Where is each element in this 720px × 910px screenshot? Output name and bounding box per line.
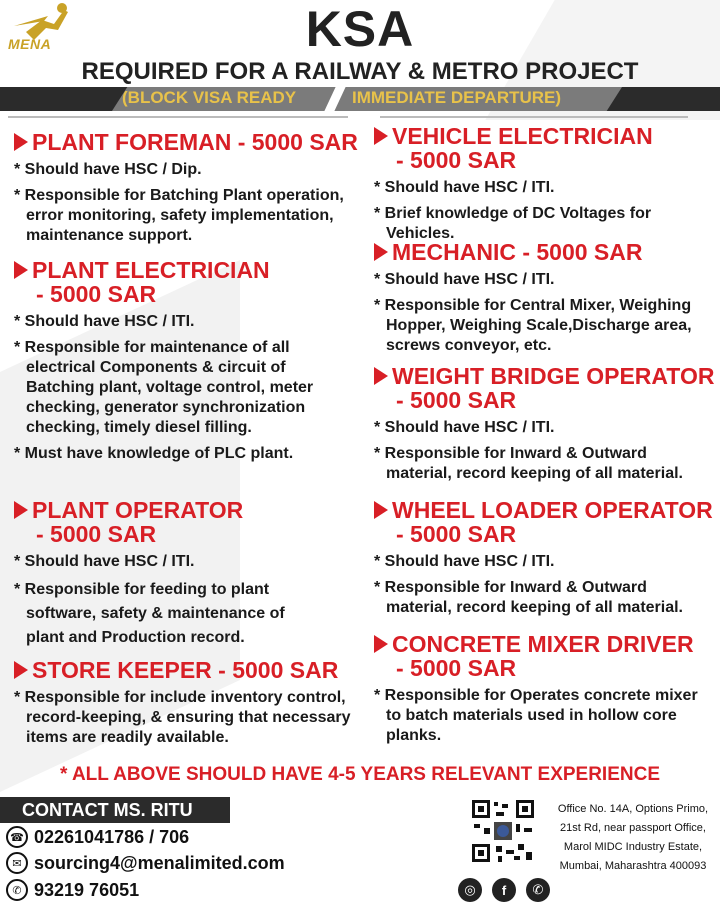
job-bullet: * Should have HSC / ITI. bbox=[374, 178, 714, 198]
whatsapp-icon: ✆ bbox=[6, 879, 28, 901]
address-line: 21st Rd, near passport Office, bbox=[560, 822, 706, 834]
contact-label: CONTACT MS. RITU bbox=[0, 797, 230, 823]
visa-banner bbox=[0, 87, 720, 111]
job-plant-electrician bbox=[14, 258, 344, 464]
job-bullet: * Should have HSC / ITI. bbox=[374, 552, 714, 572]
job-plant-foreman bbox=[14, 130, 364, 246]
job-bullet: * Responsible for maintenance of all electrical Components & circuit of Batching plant, voltage control, meter checking, generator synchronization checking, timely diesel filling. bbox=[14, 338, 344, 438]
job-title: PLANT FOREMAN - 5000 SAR bbox=[14, 130, 364, 154]
triangle-icon bbox=[374, 635, 388, 653]
job-bullet: * Responsible for Operates concrete mixer to batch materials used in hollow core planks. bbox=[374, 686, 714, 746]
job-store-keeper bbox=[14, 658, 359, 748]
job-salary: - 5000 SAR bbox=[36, 521, 157, 547]
divider bbox=[8, 116, 348, 118]
phone-icon: ☎ bbox=[6, 826, 28, 848]
address-line: Office No. 14A, Options Primo, bbox=[557, 803, 709, 815]
email-icon: ✉ bbox=[6, 852, 28, 874]
job-vehicle-electrician bbox=[374, 124, 714, 244]
job-bullet: * Responsible for Central Mixer, Weighing Hopper, Weighing Scale,Discharge area, screws conveyor, etc. bbox=[374, 296, 720, 356]
job-title: PLANT OPERATOR bbox=[14, 498, 324, 522]
job-plant-operator bbox=[14, 498, 324, 650]
whatsapp-social-icon[interactable]: ✆ bbox=[526, 878, 550, 902]
job-title: WEIGHT BRIDGE OPERATOR bbox=[374, 364, 714, 388]
triangle-icon bbox=[14, 261, 28, 279]
triangle-icon bbox=[374, 501, 388, 519]
triangle-icon bbox=[374, 243, 388, 261]
job-salary: - 5000 SAR bbox=[396, 387, 517, 413]
experience-note: * ALL ABOVE SHOULD HAVE 4-5 YEARS RELEVANT EXPERIENCE bbox=[59, 764, 660, 785]
page-subtitle: REQUIRED FOR A RAILWAY & METRO PROJECT bbox=[81, 58, 639, 85]
job-salary: - 5000 SAR bbox=[36, 281, 157, 307]
job-title: MECHANIC - 5000 SAR bbox=[374, 240, 720, 264]
job-weight-bridge-operator bbox=[374, 364, 714, 484]
logo-text: MENA bbox=[8, 36, 52, 52]
qr-code-icon[interactable] bbox=[470, 798, 536, 864]
job-bullet: * Responsible for feeding to plant software, safety & maintenance of plant and Production record. bbox=[14, 578, 324, 650]
triangle-icon bbox=[14, 501, 28, 519]
job-bullet: * Responsible for Inward & Outward material, record keeping of all material. bbox=[374, 578, 714, 618]
divider bbox=[380, 116, 688, 118]
banner-left-text: (BLOCK VISA READY bbox=[122, 88, 297, 107]
job-bullet: * Brief knowledge of DC Voltages for Vehicles. bbox=[374, 204, 714, 244]
job-title: VEHICLE ELECTRICIAN bbox=[374, 124, 714, 148]
phone-number[interactable]: 02261041786 / 706 bbox=[34, 826, 190, 847]
instagram-icon[interactable]: ◎ bbox=[458, 878, 482, 902]
address-line: Marol MIDC Industry Estate, bbox=[563, 841, 703, 853]
job-title: PLANT ELECTRICIAN bbox=[14, 258, 344, 282]
page-title: KSA bbox=[305, 1, 415, 57]
job-title: CONCRETE MIXER DRIVER bbox=[374, 632, 714, 656]
job-title: STORE KEEPER - 5000 SAR bbox=[14, 658, 359, 682]
job-bullet: * Should have HSC / Dip. bbox=[14, 160, 364, 180]
job-bullet: * Must have knowledge of PLC plant. bbox=[14, 444, 344, 464]
triangle-icon bbox=[374, 127, 388, 145]
office-address bbox=[548, 800, 718, 876]
job-salary: - 5000 SAR bbox=[396, 655, 517, 681]
job-concrete-mixer-driver bbox=[374, 632, 714, 746]
triangle-icon bbox=[14, 133, 28, 151]
job-bullet: * Should have HSC / ITI. bbox=[374, 270, 720, 290]
job-bullet: * Responsible for Batching Plant operation, error monitoring, safety implementation, maintenance support. bbox=[14, 186, 364, 246]
banner-right-text: IMMEDIATE DEPARTURE) bbox=[352, 88, 562, 107]
contact-whatsapp[interactable] bbox=[6, 879, 139, 901]
job-salary: - 5000 SAR bbox=[396, 521, 517, 547]
job-mechanic bbox=[374, 240, 720, 356]
address-line: Mumbai, Maharashtra 400093 bbox=[559, 860, 707, 872]
job-salary: - 5000 SAR bbox=[396, 147, 517, 173]
job-bullet: * Responsible for Inward & Outward material, record keeping of all material. bbox=[374, 444, 714, 484]
whatsapp-number[interactable]: 93219 76051 bbox=[34, 879, 140, 900]
job-bullet: * Should have HSC / ITI. bbox=[14, 552, 324, 572]
job-wheel-loader-operator bbox=[374, 498, 714, 618]
job-bullet: * Responsible for include inventory control, record-keeping, & ensuring that necessary items are readily available. bbox=[14, 688, 359, 748]
triangle-icon bbox=[14, 661, 28, 679]
job-bullet: * Should have HSC / ITI. bbox=[14, 312, 344, 332]
contact-phone[interactable] bbox=[6, 826, 189, 848]
triangle-icon bbox=[374, 367, 388, 385]
job-bullet: * Should have HSC / ITI. bbox=[374, 418, 714, 438]
contact-email[interactable] bbox=[6, 852, 285, 874]
job-title: WHEEL LOADER OPERATOR bbox=[374, 498, 714, 522]
email-address[interactable]: sourcing4@menalimited.com bbox=[34, 852, 285, 873]
facebook-icon[interactable]: f bbox=[492, 878, 516, 902]
